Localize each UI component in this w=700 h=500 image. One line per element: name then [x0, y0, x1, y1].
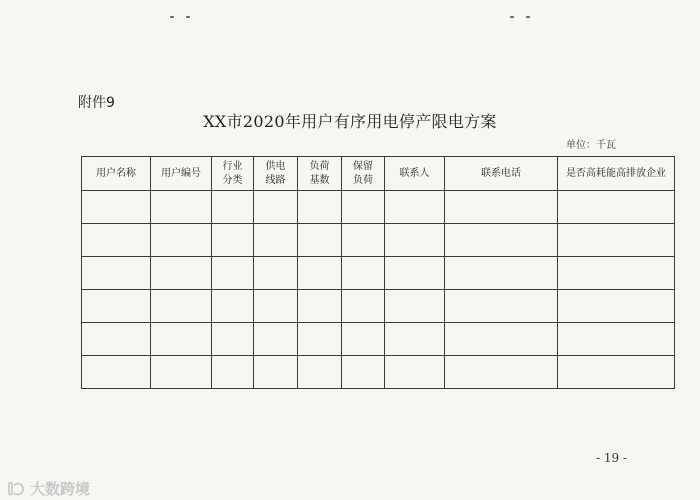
table-cell — [254, 323, 298, 356]
table-row — [82, 356, 675, 389]
table-cell — [342, 323, 385, 356]
table-row — [82, 290, 675, 323]
unit-label: 单位：千瓦 — [566, 140, 616, 151]
table-cell — [212, 290, 254, 323]
scan-mark — [170, 16, 174, 18]
table-cell — [212, 356, 254, 389]
table-cell — [558, 290, 675, 323]
table-cell — [558, 191, 675, 224]
table-row — [82, 323, 675, 356]
table-cell — [298, 191, 342, 224]
table-cell — [385, 224, 445, 257]
table-cell — [342, 257, 385, 290]
table-cell — [385, 323, 445, 356]
column-header: 负荷 基数 — [298, 157, 342, 191]
table-cell — [151, 257, 212, 290]
table-row — [82, 191, 675, 224]
table-cell — [151, 191, 212, 224]
table-cell — [254, 356, 298, 389]
table-cell — [385, 356, 445, 389]
table-cell — [151, 323, 212, 356]
table-cell — [254, 290, 298, 323]
table-cell — [385, 257, 445, 290]
table-cell — [298, 356, 342, 389]
table-cell — [385, 290, 445, 323]
table-cell — [298, 290, 342, 323]
table-cell — [82, 224, 151, 257]
table-cell — [445, 356, 558, 389]
table-row — [82, 257, 675, 290]
table-cell — [151, 224, 212, 257]
table-cell — [212, 257, 254, 290]
table-cell — [212, 224, 254, 257]
table-cell — [212, 323, 254, 356]
table-cell — [342, 356, 385, 389]
table-cell — [82, 290, 151, 323]
column-header: 供电 线路 — [254, 157, 298, 191]
table-cell — [298, 257, 342, 290]
table-cell — [82, 191, 151, 224]
watermark — [6, 478, 90, 499]
table-cell — [558, 356, 675, 389]
table-cell — [558, 257, 675, 290]
table-row — [82, 224, 675, 257]
table-body — [82, 191, 675, 389]
document-title: XX市2020年用户有序用电停产限电方案 — [203, 112, 497, 131]
table-cell — [445, 224, 558, 257]
table-cell — [385, 191, 445, 224]
table-cell — [254, 191, 298, 224]
table-cell — [82, 323, 151, 356]
table-cell — [445, 257, 558, 290]
table-cell — [342, 290, 385, 323]
table-cell — [254, 257, 298, 290]
table-cell — [558, 224, 675, 257]
watermark-logo-icon — [6, 481, 26, 497]
column-header: 保留 负荷 — [342, 157, 385, 191]
column-header: 行业 分类 — [212, 157, 254, 191]
table-cell — [445, 323, 558, 356]
column-header: 用户编号 — [151, 157, 212, 191]
table-cell — [151, 290, 212, 323]
table-cell — [298, 323, 342, 356]
scan-mark — [510, 16, 514, 18]
column-header: 是否高耗能高排放企业 — [558, 157, 675, 191]
table-cell — [445, 191, 558, 224]
table-cell — [445, 290, 558, 323]
table-header-row — [82, 157, 675, 191]
page-number: - 19 - — [596, 451, 628, 465]
table-cell — [298, 224, 342, 257]
table-cell — [558, 323, 675, 356]
table-cell — [82, 257, 151, 290]
column-header: 联系电话 — [445, 157, 558, 191]
column-header: 联系人 — [385, 157, 445, 191]
table-cell — [82, 356, 151, 389]
table-cell — [342, 224, 385, 257]
table-cell — [254, 224, 298, 257]
attachment-label: 附件9 — [78, 95, 115, 111]
column-header: 用户名称 — [82, 157, 151, 191]
scan-mark — [526, 16, 530, 18]
watermark-text: 大数跨境 — [30, 480, 91, 498]
table-cell — [342, 191, 385, 224]
table-cell — [151, 356, 212, 389]
table-cell — [212, 191, 254, 224]
power-limit-table — [81, 156, 675, 389]
scan-mark — [186, 16, 190, 18]
